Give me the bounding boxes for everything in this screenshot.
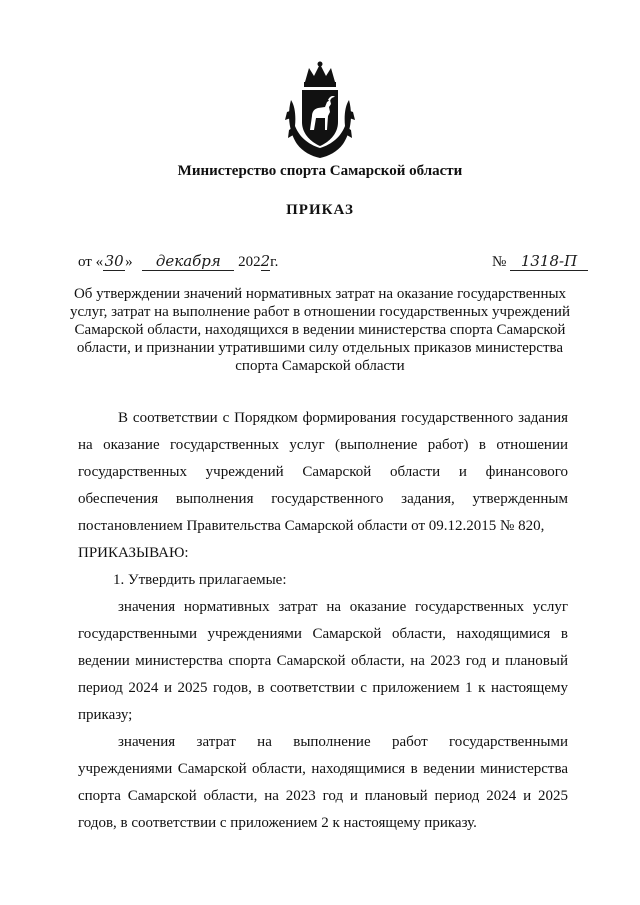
number-prefix: №: [491, 254, 510, 270]
item-1: 1. Утвердить прилагаемые:: [113, 572, 287, 588]
number-handwritten: 1318-П: [510, 252, 588, 271]
date-day-handwritten: 30: [104, 252, 124, 270]
order-body: [78, 405, 568, 837]
sub-item-2: значения затрат на выполнение работ государственными учреждениями Самарской области, находящимися в ведении министерства спорта Самарской области, на 2023 год и плановый период 2024 и 2025 годов, в соответствии с приложением 2 к настоящему приказу.: [78, 734, 568, 831]
date-prefix: от «: [78, 254, 104, 270]
date-month-handwritten: декабря: [142, 252, 234, 271]
ministry-name: Министерство спорта Самарской области: [177, 163, 463, 179]
order-word: ПРИКАЗЫВАЮ:: [78, 545, 189, 561]
date-year-prefix: 202: [234, 254, 261, 270]
document-type: ПРИКАЗ: [286, 202, 354, 218]
date-mid: »: [125, 254, 137, 270]
date-year-handwritten: 2: [260, 252, 271, 270]
sub-item-1: значения нормативных затрат на оказание государственных услуг государственными учреждениями Самарской области, находящимися в ведении министерства спорта Самарской области, на 2023 год и плановый период 2024 и 2025 годов, в соответствии с приложением 1 к настоящему приказу;: [78, 599, 568, 723]
intro-paragraph: В соответствии с Порядком формирования государственного задания на оказание государственных услуг (выполнение работ) в отношении государственных учреждений Самарской области и финансового обеспечения выполнения государственного задания, утвержденным постановлением Правительства Самарской области от 09.12.2015 № 820,: [78, 410, 568, 534]
coat-of-arms-icon: [283, 60, 357, 160]
date-year-end: г.: [270, 254, 279, 270]
order-date: [78, 252, 278, 271]
order-title: Об утверждении значений нормативных затрат на оказание государственных услуг, затрат на выполнение работ в отношении государственных учреждений Самарской области, находящихся в ведении министерства спорта Самарской области, и признании утратившими силу отдельных приказов министерства спорта Самарской области: [70, 286, 570, 374]
order-number: [492, 252, 588, 271]
